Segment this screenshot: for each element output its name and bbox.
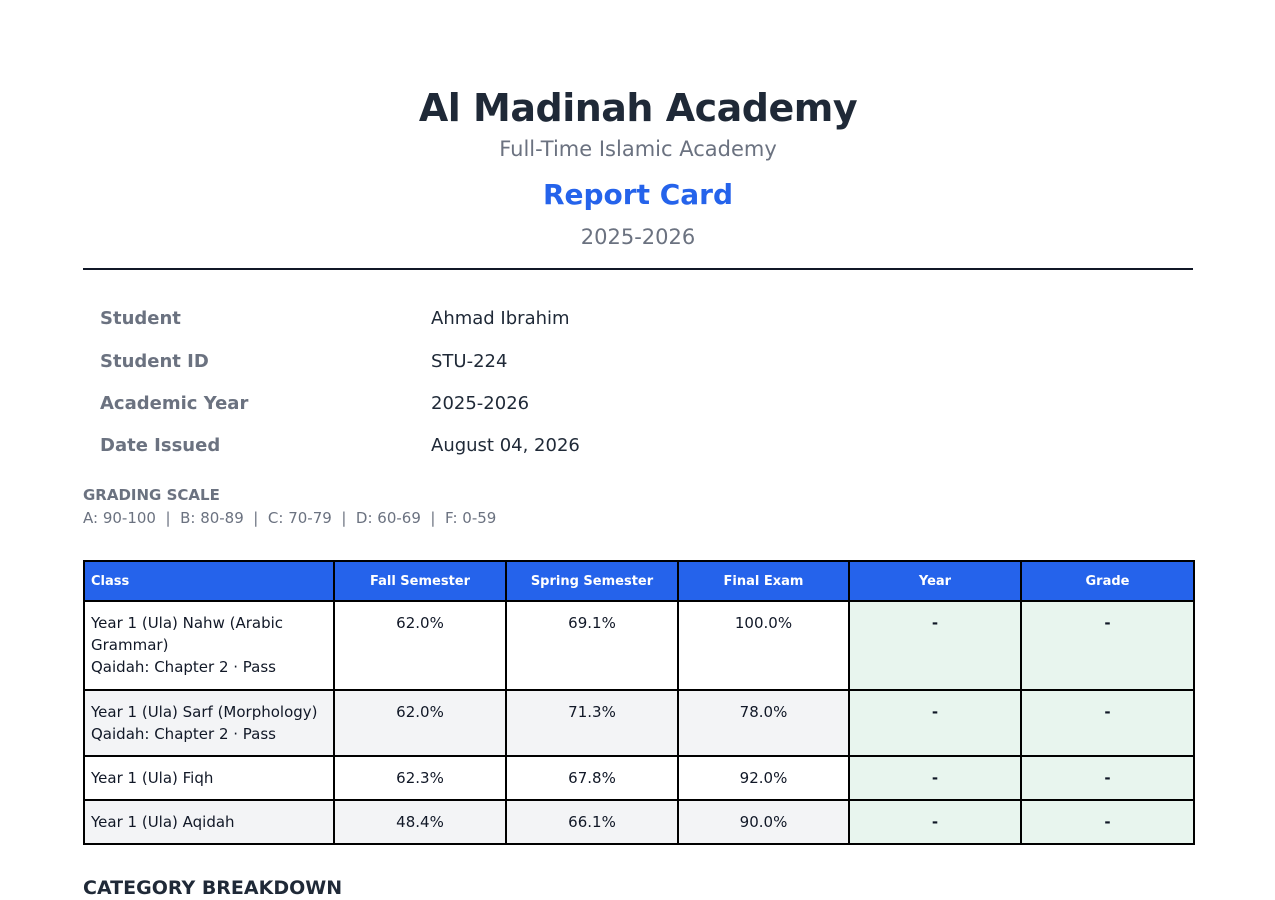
class-cell (84, 756, 334, 800)
class-name-line: Year 1 (Ula) Sarf (Morphology) (91, 703, 318, 721)
class-cell (84, 690, 334, 756)
category-breakdown-title: CATEGORY BREAKDOWN (83, 877, 343, 899)
column-header-year: Year (849, 561, 1021, 601)
column-header-class: Class (84, 561, 334, 601)
spring-semester-cell: 71.3% (506, 690, 678, 756)
info-value: August 04, 2026 (431, 435, 580, 456)
column-header-grade: Grade (1021, 561, 1194, 601)
year-cell: - (849, 756, 1021, 800)
school-name: Al Madinah Academy (418, 86, 858, 130)
info-row-date-issued (100, 435, 1100, 461)
table-row (84, 690, 1194, 756)
final-exam-cell: 90.0% (678, 800, 849, 844)
grade-cell: - (1021, 800, 1194, 844)
table-header-row (84, 561, 1194, 601)
year-cell: - (849, 690, 1021, 756)
info-label: Academic Year (100, 393, 249, 414)
fall-semester-cell: 62.0% (334, 690, 506, 756)
info-value: Ahmad Ibrahim (431, 308, 570, 329)
grade-cell: - (1021, 756, 1194, 800)
column-header-fall-semester: Fall Semester (334, 561, 506, 601)
class-name-line: Year 1 (Ula) Fiqh (91, 769, 214, 787)
spring-semester-cell: 69.1% (506, 601, 678, 690)
column-header-final-exam: Final Exam (678, 561, 849, 601)
fall-semester-cell: 62.0% (334, 601, 506, 690)
grades-table (83, 560, 1195, 845)
spring-semester-cell: 67.8% (506, 756, 678, 800)
info-row-student-id (100, 351, 1100, 377)
school-subtitle: Full-Time Islamic Academy (499, 137, 777, 161)
year-cell: - (849, 601, 1021, 690)
document-academic-year: 2025-2026 (580, 225, 696, 249)
info-label: Date Issued (100, 435, 221, 456)
info-value: 2025-2026 (431, 393, 530, 414)
table-row (84, 756, 1194, 800)
info-row-student (100, 308, 1100, 334)
final-exam-cell: 92.0% (678, 756, 849, 800)
info-label: Student ID (100, 351, 209, 372)
spring-semester-cell: 66.1% (506, 800, 678, 844)
class-name-line: Year 1 (Ula) Nahw (Arabic (91, 614, 284, 632)
fall-semester-cell: 48.4% (334, 800, 506, 844)
class-qaidah-line: Qaidah: Chapter 2 · Pass (91, 725, 276, 743)
final-exam-cell: 78.0% (678, 690, 849, 756)
column-header-spring-semester: Spring Semester (506, 561, 678, 601)
grade-cell: - (1021, 601, 1194, 690)
class-cell (84, 601, 334, 690)
class-qaidah-line: Qaidah: Chapter 2 · Pass (91, 658, 276, 676)
grading-scale-title: GRADING SCALE (83, 486, 220, 504)
info-row-academic-year (100, 393, 1100, 419)
class-cell (84, 800, 334, 844)
info-label: Student (100, 308, 181, 329)
grade-cell: - (1021, 690, 1194, 756)
class-name-line: Year 1 (Ula) Aqidah (91, 813, 235, 831)
grading-scale-text: A: 90-100 | B: 80-89 | C: 70-79 | D: 60-69 | F: 0-59 (83, 509, 497, 527)
fall-semester-cell: 62.3% (334, 756, 506, 800)
class-name-line: Grammar) (91, 636, 169, 654)
year-cell: - (849, 800, 1021, 844)
table-row (84, 601, 1194, 690)
table-row (84, 800, 1194, 844)
final-exam-cell: 100.0% (678, 601, 849, 690)
info-value: STU-224 (431, 351, 508, 372)
header-divider (83, 268, 1193, 270)
document-title: Report Card (542, 178, 734, 211)
